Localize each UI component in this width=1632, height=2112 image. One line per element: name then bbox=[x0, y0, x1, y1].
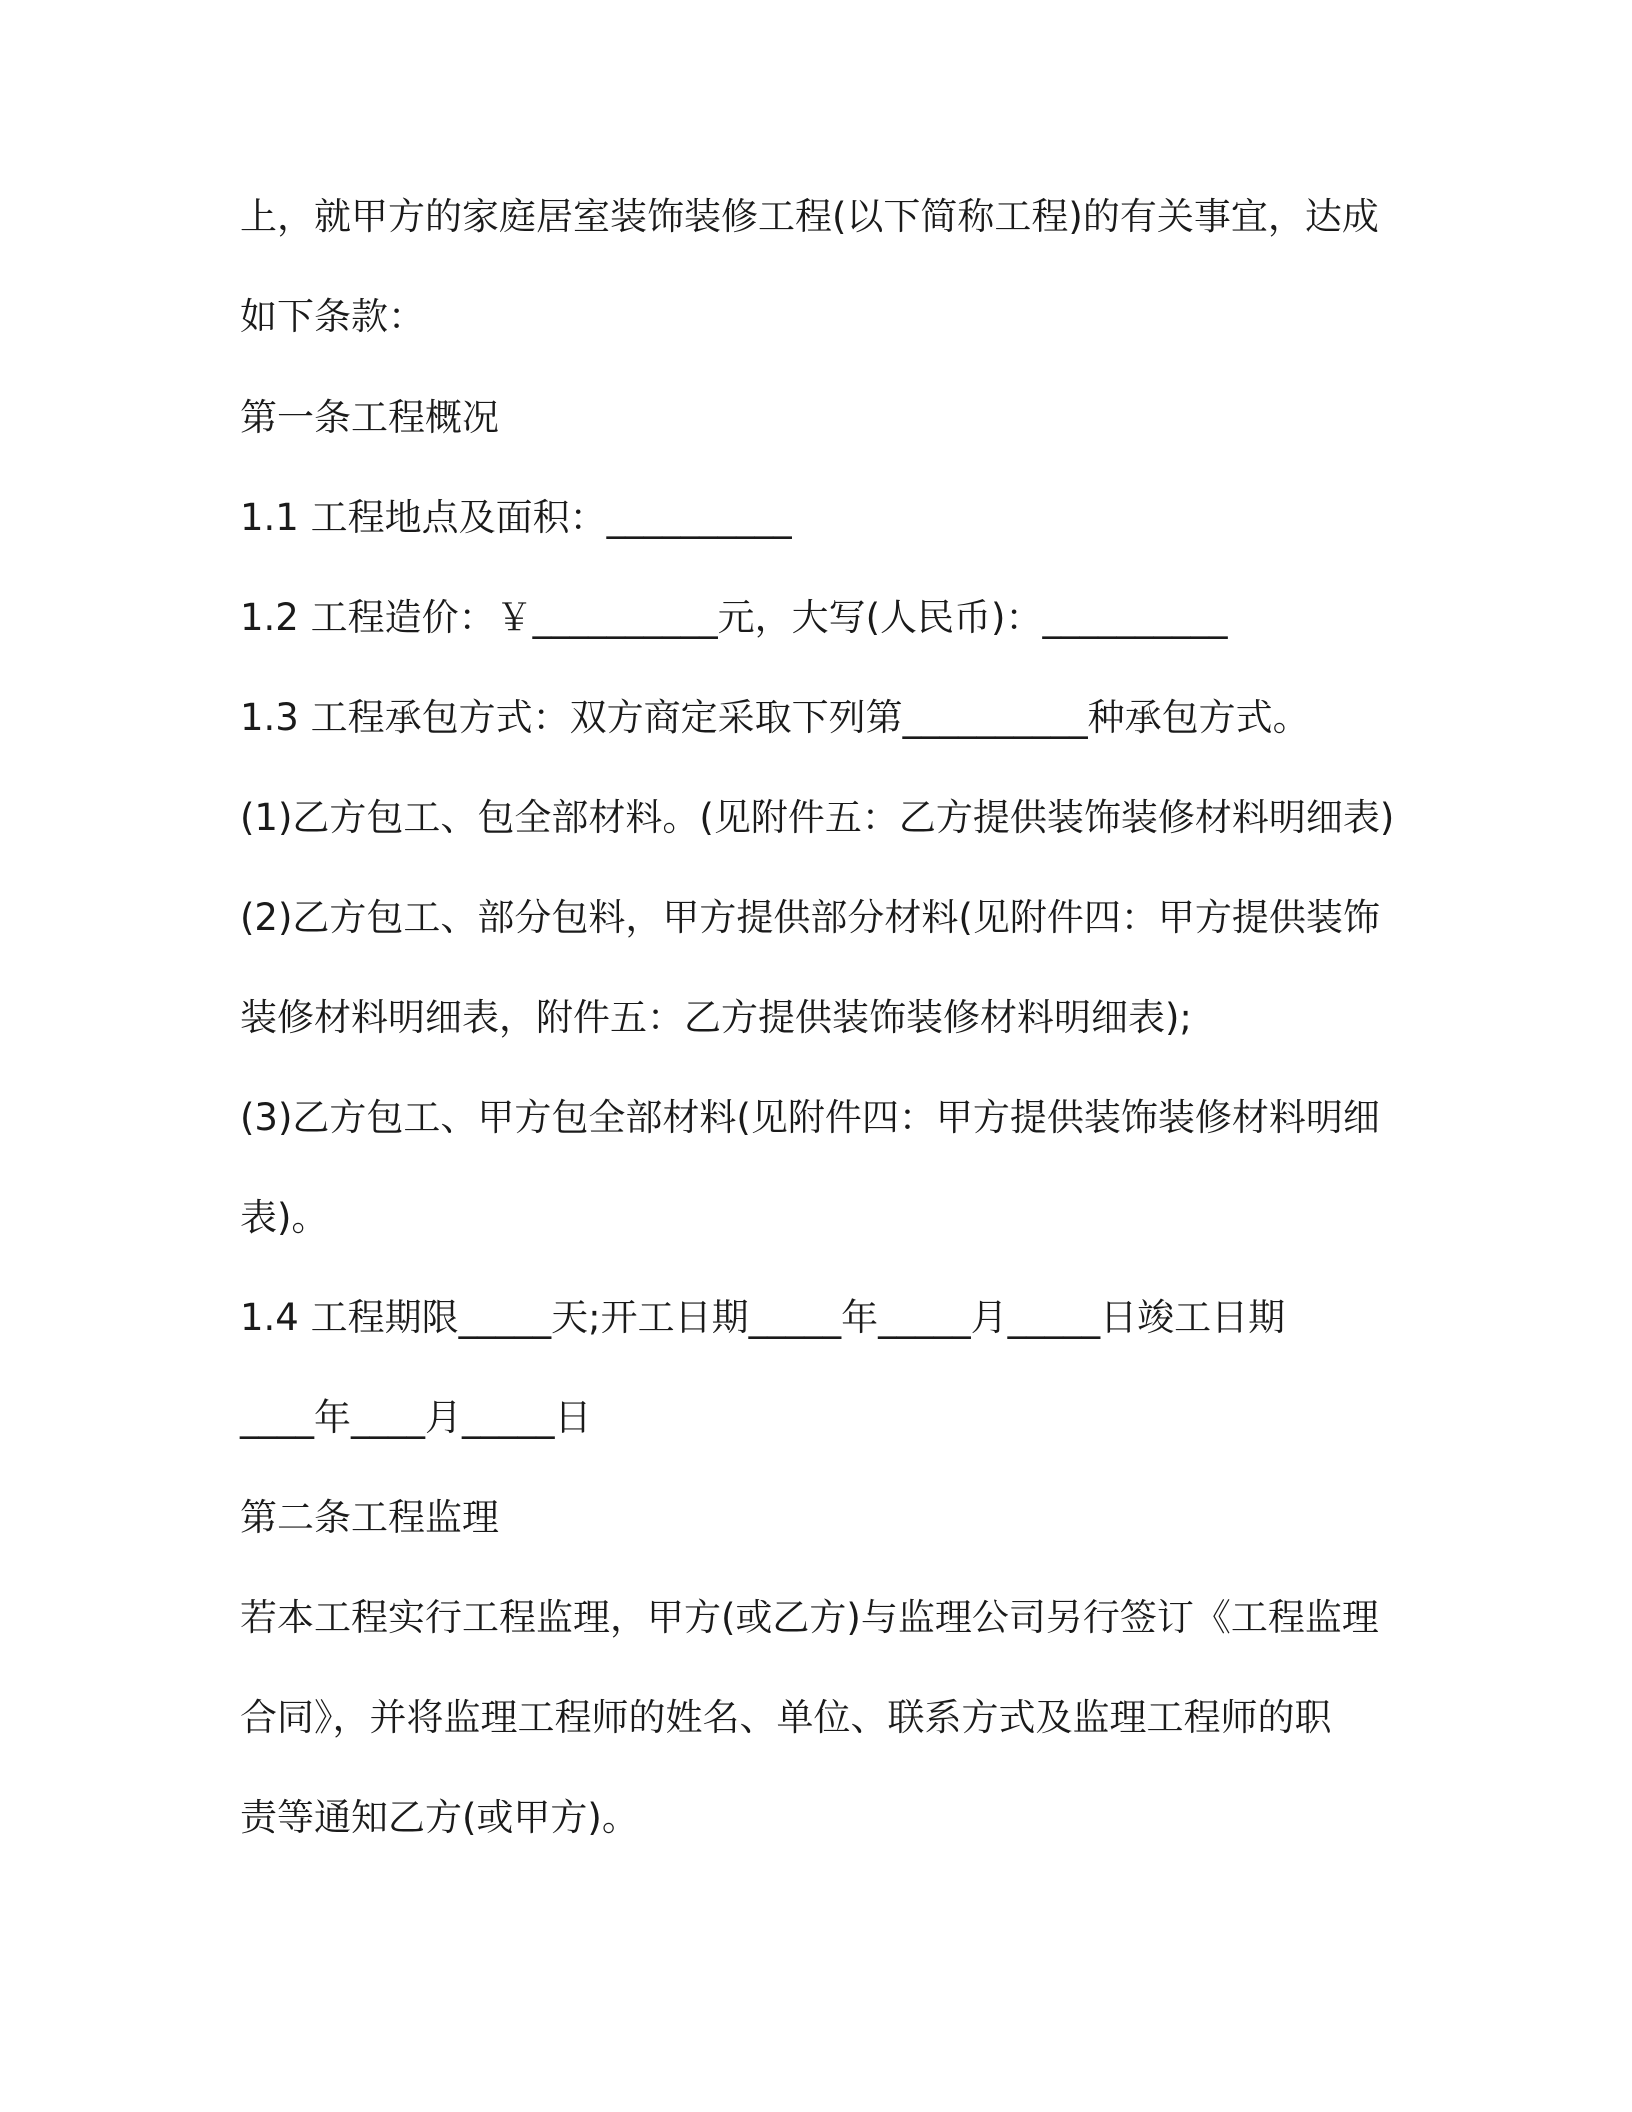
option-2-cont: 装修材料明细表，附件五：乙方提供装饰装修材料明细表); bbox=[240, 996, 1192, 1039]
article-2-text: 若本工程实行工程监理，甲方(或乙方)与监理公司另行签订《工程监理 bbox=[240, 1596, 1379, 1639]
clause-1-4-cont: ____年____月_____日 bbox=[240, 1396, 592, 1439]
option-3: (3)乙方包工、甲方包全部材料(见附件四：甲方提供装饰装修材料明细 bbox=[240, 1096, 1380, 1139]
clause-1-4: 1.4 工程期限_____天;开工日期_____年_____月_____日竣工日期 bbox=[240, 1296, 1286, 1339]
text-line-intro: 上，就甲方的家庭居室装饰装修工程(以下简称工程)的有关事宜，达成 bbox=[240, 195, 1379, 238]
option-1: (1)乙方包工、包全部材料。(见附件五：乙方提供装饰装修材料明细表) bbox=[240, 796, 1395, 839]
option-2: (2)乙方包工、部分包料，甲方提供部分材料(见附件四：甲方提供装饰 bbox=[240, 896, 1380, 939]
clause-1-1: 1.1 工程地点及面积：__________ bbox=[240, 496, 792, 539]
clause-1-2: 1.2 工程造价：￥__________元，大写(人民币)：__________ bbox=[240, 596, 1228, 639]
clause-1-3: 1.3 工程承包方式：双方商定采取下列第__________种承包方式。 bbox=[240, 696, 1310, 739]
article-2-heading: 第二条工程监理 bbox=[240, 1496, 499, 1539]
article-1-heading: 第一条工程概况 bbox=[240, 396, 499, 439]
text-line-terms-lead: 如下条款： bbox=[240, 295, 425, 338]
option-3-cont: 表)。 bbox=[240, 1196, 329, 1239]
article-2-text-end: 责等通知乙方(或甲方)。 bbox=[240, 1796, 639, 1839]
article-2-text-cont: 合同》，并将监理工程师的姓名、单位、联系方式及监理工程师的职 bbox=[240, 1696, 1332, 1739]
